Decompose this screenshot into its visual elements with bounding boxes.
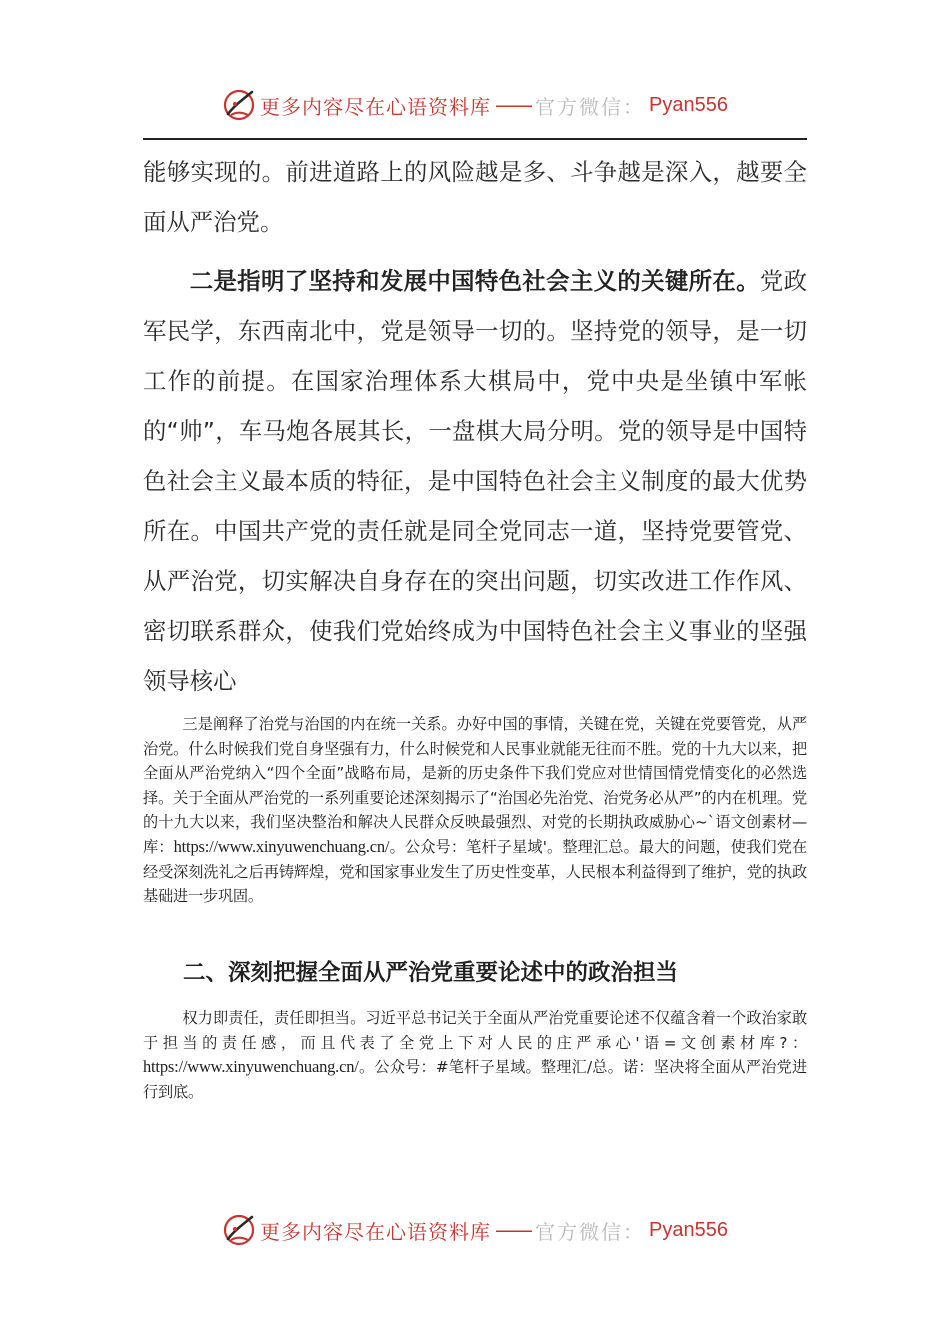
banner-text: 更多内容尽在心语资料库 [260, 94, 492, 119]
paragraph-lead: 二是指明了坚持和发展中国特色社会主义的关键所在。 [189, 267, 760, 295]
paragraph-text-end: 。公众号：#笔杆子星域。整理汇/总。诺：坚决将全面从严治党进行到底。 [143, 1058, 807, 1101]
section-heading: 二、深刻把握全面从严治党重要论述中的政治担当 [183, 960, 679, 986]
banner-wechat-id: Pyan556 [649, 1218, 728, 1241]
banner-separator: —— [495, 93, 532, 117]
banner-wechat-label: 官方微信： [535, 1219, 646, 1244]
paragraph-body: 党政军民学，东西南北中，党是领导一切的。坚持党的领导，是一切工作的前提。在国家治理体系大棋局中，党中央是坐镇中军帐的“帅”，车马炮各展其长，一盘棋大局分明。党的领导是中国特色社会主义最本质的特征，是中国特色社会主义制度的最大优势所在。中国共产党的责任就是同全党同志一道，坚持党要管党、从严治党，切实解决自身存在的突出问题，切实改进工作作风、密切联系群众，使我们党始终成为中国特色社会主义事业的坚强领导核心 [143, 267, 808, 695]
banner-wechat-id: Pyan556 [649, 93, 728, 116]
header-banner [0, 85, 950, 125]
header-divider [143, 138, 807, 140]
footer-banner [0, 1210, 950, 1250]
pen-logo-icon [222, 1213, 256, 1247]
banner-separator: —— [495, 1218, 532, 1242]
paragraph-continuation: 能够实现的。前进道路上的风险越是多、斗争越是深入，越要全面从严治党。 [143, 158, 807, 236]
source-url: https://www.xinyuwenchuang.cn/ [143, 1057, 359, 1077]
paragraph-key-point-two [143, 256, 807, 706]
paragraph-key-point-three [143, 712, 807, 909]
paragraph-responsibility [143, 1006, 807, 1104]
source-url: https://www.xinyuwenchuang.cn/ [173, 836, 390, 856]
paragraph-text: 权力即责任，责任即担当。习近平总书记关于全面从严治党重要论述不仅蕴含着一个政治家敢于担当的责任感，而且代表了全党上下对人民的庄严承心'语=文创素材库?： [143, 1009, 807, 1052]
banner-text: 更多内容尽在心语资料库 [260, 1219, 492, 1244]
pen-logo-icon [222, 88, 256, 122]
paragraph-text-end: 。公众号：笔杆子星域'。整理汇总。最大的问题，使我们党在经受深刻洗礼之后再铸辉煌，党和国家事业发生了历史性变革，人民根本利益得到了维护，党的执政基础进一步巩固。 [143, 837, 807, 906]
paragraph-text: 三是阐释了治党与治国的内在统一关系。办好中国的事情，关键在党，关键在党要管党，从严治党。什么时候我们党自身坚强有力，什么时候党和人民事业就能无往而不胜。党的十九大以来，把全面从严治党纳入“四个全面”战略布局，是新的历史条件下我们党应对世情国情党情变化的必然选择。关于全面从严治党的一系列重要论述深刻揭示了“治国必先治党、治党务必从严”的内在机理。党的十九大以来，我们坚决整治和解决人民群众反映最强烈、对党的长期执政威胁心~`语文创素材—库： [143, 715, 807, 856]
banner-wechat-label: 官方微信： [535, 94, 646, 119]
